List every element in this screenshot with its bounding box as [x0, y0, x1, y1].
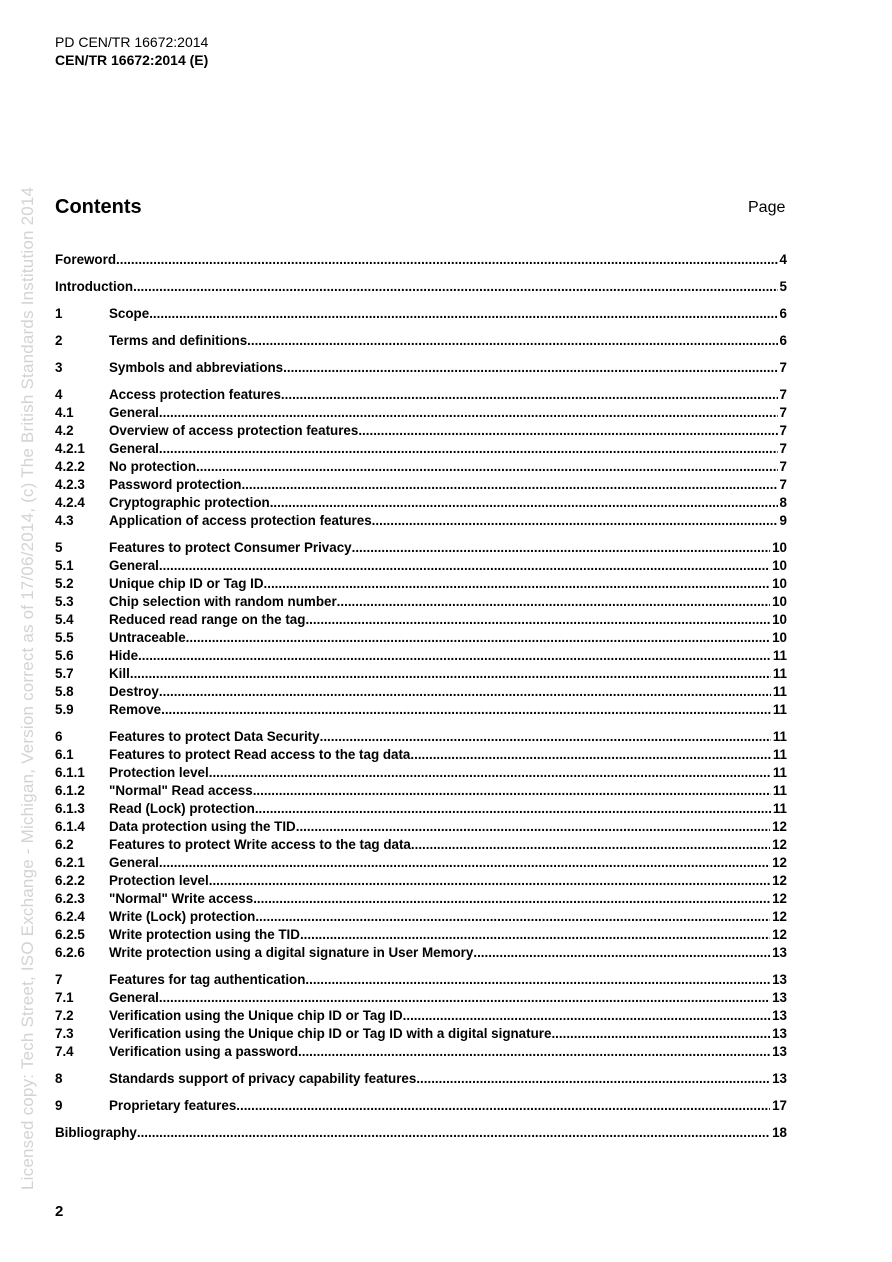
toc-page-number: 11	[772, 648, 787, 663]
toc-section-number: 4.2	[55, 423, 74, 438]
toc-dot-leader	[116, 251, 778, 269]
toc-entry[interactable]	[55, 800, 787, 818]
toc-dot-leader	[411, 836, 770, 854]
toc-page-number: 12	[772, 819, 787, 834]
toc-page-number: 7	[779, 360, 787, 375]
toc-entry[interactable]	[55, 1070, 787, 1088]
toc-section-number: 4.2.2	[55, 459, 85, 474]
toc-section-title: Features for tag authentication	[109, 972, 306, 987]
toc-section-title: No protection	[109, 459, 197, 474]
toc-section-number: 5.8	[55, 684, 74, 699]
toc-section-title: Untraceable	[109, 630, 186, 645]
toc-section-title: Password protection	[109, 477, 242, 492]
toc-section-title: Introduction	[55, 279, 134, 294]
toc-entry[interactable]	[55, 476, 787, 494]
toc-section-number: 5.2	[55, 576, 74, 591]
toc-dot-leader	[159, 404, 778, 422]
toc-page-number: 10	[772, 630, 787, 645]
toc-dot-leader	[403, 1007, 770, 1025]
toc-dot-leader	[352, 539, 770, 557]
toc-section-title: Write protection using the TID	[109, 927, 300, 942]
toc-section-title: Protection level	[109, 765, 209, 780]
toc-section-number: 6.2.3	[55, 891, 85, 906]
toc-section-title: Data protection using the TID	[109, 819, 296, 834]
toc-dot-leader	[209, 872, 770, 890]
toc-section-number: 6.1.2	[55, 783, 85, 798]
toc-section-title: Terms and definitions	[109, 333, 248, 348]
toc-entry[interactable]	[55, 854, 787, 872]
toc-page-number: 7	[779, 423, 787, 438]
toc-section-title: Protection level	[109, 873, 209, 888]
toc-group	[55, 1097, 787, 1115]
toc-page-number: 17	[772, 1098, 787, 1113]
toc-entry[interactable]	[55, 422, 787, 440]
toc-entry[interactable]	[55, 611, 787, 629]
toc-section-title: Verification using the Unique chip ID or Tag ID	[109, 1008, 403, 1023]
toc-section-title: Hide	[109, 648, 139, 663]
toc-group	[55, 386, 787, 530]
toc-page-number: 11	[772, 666, 787, 681]
toc-entry[interactable]	[55, 539, 787, 557]
toc-section-title: Features to protect Data Security	[109, 729, 320, 744]
toc-page-number: 6	[779, 333, 787, 348]
toc-page-number: 18	[772, 1125, 787, 1140]
toc-dot-leader	[300, 926, 770, 944]
toc-entry[interactable]	[55, 665, 787, 683]
toc-entry[interactable]	[55, 278, 787, 296]
toc-dot-leader	[149, 305, 777, 323]
toc-page-number: 10	[772, 594, 787, 609]
toc-page-number: 7	[779, 405, 787, 420]
toc-dot-leader	[410, 746, 770, 764]
toc-entry[interactable]	[55, 458, 787, 476]
toc-entry[interactable]	[55, 1025, 787, 1043]
toc-section-number: 5.6	[55, 648, 74, 663]
toc-entry[interactable]	[55, 926, 787, 944]
page-column-label: Page	[748, 199, 786, 216]
toc-dot-leader	[186, 629, 770, 647]
toc-dot-leader	[320, 728, 771, 746]
contents-heading: Contents	[55, 196, 142, 218]
toc-section-number: 5.4	[55, 612, 74, 627]
toc-entry[interactable]	[55, 683, 787, 701]
toc-section-title: General	[109, 855, 159, 870]
toc-dot-leader	[358, 422, 777, 440]
toc-page-number: 13	[772, 1008, 787, 1023]
toc-section-title: Read (Lock) protection	[109, 801, 255, 816]
toc-section-title: Access protection features	[109, 387, 281, 402]
toc-section-number: 9	[55, 1098, 63, 1113]
toc-group	[55, 1124, 787, 1142]
toc-page-number: 7	[779, 441, 787, 456]
toc-section-number: 7.4	[55, 1044, 74, 1059]
toc-section-title: General	[109, 405, 159, 420]
toc-page-number: 7	[779, 387, 787, 402]
toc-dot-leader	[270, 494, 778, 512]
toc-dot-leader	[209, 764, 771, 782]
toc-dot-leader	[159, 854, 770, 872]
toc-dot-leader	[159, 440, 778, 458]
document-id-english: CEN/TR 16672:2014 (E)	[55, 52, 209, 68]
toc-section-title: Features to protect Consumer Privacy	[109, 540, 352, 555]
toc-section-title: Chip selection with random number	[109, 594, 337, 609]
toc-page-number: 11	[772, 801, 787, 816]
toc-section-number: 5.1	[55, 558, 74, 573]
toc-dot-leader	[298, 1043, 770, 1061]
toc-dot-leader	[372, 512, 778, 530]
toc-section-number: 5	[55, 540, 63, 555]
toc-dot-leader	[159, 683, 771, 701]
toc-section-number: 6.2.6	[55, 945, 85, 960]
toc-section-title: Overview of access protection features	[109, 423, 359, 438]
toc-dot-leader	[241, 476, 777, 494]
toc-entry[interactable]	[55, 494, 787, 512]
toc-page-number: 12	[772, 855, 787, 870]
toc-section-title: Remove	[109, 702, 162, 717]
toc-page-number: 12	[772, 837, 787, 852]
toc-group	[55, 332, 787, 350]
toc-dot-leader	[473, 944, 770, 962]
toc-group	[55, 305, 787, 323]
toc-section-title: General	[109, 990, 159, 1005]
toc-entry[interactable]	[55, 386, 787, 404]
toc-dot-leader	[255, 908, 770, 926]
toc-page-number: 10	[772, 558, 787, 573]
toc-entry[interactable]	[55, 944, 787, 962]
toc-entry[interactable]	[55, 782, 787, 800]
toc-entry[interactable]	[55, 512, 787, 530]
toc-entry[interactable]	[55, 629, 787, 647]
toc-page-number: 12	[772, 909, 787, 924]
toc-entry[interactable]	[55, 557, 787, 575]
toc-dot-leader	[247, 332, 777, 350]
toc-entry[interactable]	[55, 251, 787, 269]
toc-section-number: 4.3	[55, 513, 74, 528]
toc-section-number: 5.7	[55, 666, 74, 681]
toc-dot-leader	[130, 665, 771, 683]
toc-section-title: Application of access protection features	[109, 513, 372, 528]
toc-page-number: 8	[779, 495, 787, 510]
toc-dot-leader	[159, 989, 770, 1007]
toc-section-number: 1	[55, 306, 63, 321]
toc-section-title: Proprietary features	[109, 1098, 237, 1113]
toc-section-title: Features to protect Write access to the tag data	[109, 837, 411, 852]
toc-page-number: 11	[772, 684, 787, 699]
toc-page-number: 13	[772, 1071, 787, 1086]
toc-group	[55, 1070, 787, 1088]
toc-section-number: 7.1	[55, 990, 74, 1005]
toc-entry[interactable]	[55, 746, 787, 764]
toc-entry[interactable]	[55, 989, 787, 1007]
toc-dot-leader	[264, 575, 771, 593]
toc-section-number: 6.2.5	[55, 927, 85, 942]
toc-page-number: 13	[772, 972, 787, 987]
toc-section-title: Verification using a password	[109, 1044, 299, 1059]
toc-page-number: 10	[772, 612, 787, 627]
toc-section-title: Verification using the Unique chip ID or Tag ID with a digital signature	[109, 1026, 552, 1041]
toc-section-number: 6.1	[55, 747, 74, 762]
toc-entry[interactable]	[55, 890, 787, 908]
toc-section-number: 6.1.4	[55, 819, 85, 834]
toc-entry[interactable]	[55, 818, 787, 836]
toc-section-number: 4.2.4	[55, 495, 85, 510]
page-number: 2	[55, 1203, 64, 1220]
toc-entry[interactable]	[55, 1007, 787, 1025]
toc-section-number: 4.2.1	[55, 441, 85, 456]
toc-section-number: 7	[55, 972, 63, 987]
toc-section-number: 6.2	[55, 837, 74, 852]
toc-page-number: 10	[772, 576, 787, 591]
toc-entry[interactable]	[55, 764, 787, 782]
toc-page-number: 12	[772, 873, 787, 888]
toc-dot-leader	[551, 1025, 770, 1043]
toc-section-number: 4	[55, 387, 63, 402]
toc-page-number: 11	[772, 729, 787, 744]
toc-group	[55, 539, 787, 719]
toc-section-number: 2	[55, 333, 63, 348]
toc-section-number: 6	[55, 729, 63, 744]
toc-entry[interactable]	[55, 359, 787, 377]
toc-entry[interactable]	[55, 1097, 787, 1115]
toc-section-number: 6.2.4	[55, 909, 85, 924]
toc-section-number: 6.1.1	[55, 765, 85, 780]
toc-dot-leader	[337, 593, 770, 611]
toc-entry[interactable]	[55, 305, 787, 323]
toc-page-number: 5	[779, 279, 787, 294]
table-of-contents	[55, 251, 787, 1151]
toc-page-number: 7	[779, 459, 787, 474]
toc-section-number: 5.3	[55, 594, 74, 609]
toc-group	[55, 278, 787, 296]
toc-page-number: 13	[772, 945, 787, 960]
toc-section-title: Kill	[109, 666, 130, 681]
toc-dot-leader	[196, 458, 778, 476]
toc-entry[interactable]	[55, 404, 787, 422]
toc-section-number: 8	[55, 1071, 63, 1086]
toc-section-title: Write protection using a digital signature in User Memory	[109, 945, 474, 960]
toc-section-title: "Normal" Write access	[109, 891, 254, 906]
toc-page-number: 7	[779, 477, 787, 492]
toc-section-title: "Normal" Read access	[109, 783, 253, 798]
toc-dot-leader	[161, 701, 771, 719]
toc-section-title: Foreword	[55, 252, 117, 267]
toc-section-number: 5.9	[55, 702, 74, 717]
toc-section-title: General	[109, 441, 159, 456]
toc-page-number: 9	[779, 513, 787, 528]
document-id: PD CEN/TR 16672:2014	[55, 34, 209, 50]
toc-section-title: General	[109, 558, 159, 573]
toc-page-number: 12	[772, 927, 787, 942]
toc-dot-leader	[138, 647, 771, 665]
toc-page-number: 12	[772, 891, 787, 906]
toc-dot-leader	[281, 386, 778, 404]
toc-page-number: 11	[772, 747, 787, 762]
toc-entry[interactable]	[55, 1043, 787, 1061]
toc-page-number: 13	[772, 1044, 787, 1059]
toc-entry[interactable]	[55, 1124, 787, 1142]
toc-dot-leader	[416, 1070, 770, 1088]
toc-page-number: 4	[779, 252, 787, 267]
toc-section-title: Standards support of privacy capability features	[109, 1071, 417, 1086]
toc-section-title: Features to protect Read access to the tag data	[109, 747, 411, 762]
toc-group	[55, 251, 787, 269]
toc-page-number: 11	[772, 702, 787, 717]
toc-dot-leader	[296, 818, 770, 836]
toc-dot-leader	[255, 800, 771, 818]
toc-entry[interactable]	[55, 701, 787, 719]
toc-section-title: Bibliography	[55, 1125, 137, 1140]
toc-section-number: 4.2.3	[55, 477, 85, 492]
toc-section-number: 7.3	[55, 1026, 74, 1041]
toc-dot-leader	[305, 611, 770, 629]
toc-dot-leader	[283, 359, 777, 377]
toc-section-number: 3	[55, 360, 63, 375]
toc-dot-leader	[253, 782, 771, 800]
toc-page-number: 13	[772, 990, 787, 1005]
toc-section-number: 6.1.3	[55, 801, 85, 816]
toc-entry[interactable]	[55, 836, 787, 854]
toc-dot-leader	[253, 890, 770, 908]
toc-dot-leader	[305, 971, 770, 989]
toc-entry[interactable]	[55, 971, 787, 989]
license-watermark: Licensed copy: Tech Street, ISO Exchange - Michigan, Version correct as of 17/06/2014, (c) The British Standards Institution 2014	[18, 186, 37, 1190]
toc-section-number: 5.5	[55, 630, 74, 645]
toc-entry[interactable]	[55, 332, 787, 350]
toc-entry[interactable]	[55, 575, 787, 593]
toc-page-number: 13	[772, 1026, 787, 1041]
toc-entry[interactable]	[55, 908, 787, 926]
toc-page-number: 10	[772, 540, 787, 555]
toc-entry[interactable]	[55, 593, 787, 611]
toc-section-title: Symbols and abbreviations	[109, 360, 284, 375]
toc-dot-leader	[236, 1097, 770, 1115]
toc-dot-leader	[133, 278, 777, 296]
toc-entry[interactable]	[55, 440, 787, 458]
toc-section-number: 7.2	[55, 1008, 74, 1023]
toc-group	[55, 359, 787, 377]
toc-entry[interactable]	[55, 647, 787, 665]
toc-section-number: 4.1	[55, 405, 74, 420]
toc-section-title: Scope	[109, 306, 150, 321]
toc-entry[interactable]	[55, 872, 787, 890]
toc-page-number: 11	[772, 783, 787, 798]
toc-page-number: 11	[772, 765, 787, 780]
toc-section-title: Cryptographic protection	[109, 495, 270, 510]
toc-section-title: Reduced read range on the tag	[109, 612, 306, 627]
toc-section-number: 6.2.2	[55, 873, 85, 888]
toc-page-number: 6	[779, 306, 787, 321]
toc-dot-leader	[159, 557, 770, 575]
toc-section-title: Destroy	[109, 684, 159, 699]
toc-group	[55, 728, 787, 962]
toc-entry[interactable]	[55, 728, 787, 746]
toc-section-number: 6.2.1	[55, 855, 85, 870]
toc-dot-leader	[137, 1124, 770, 1142]
toc-section-title: Write (Lock) protection	[109, 909, 256, 924]
toc-section-title: Unique chip ID or Tag ID	[109, 576, 264, 591]
toc-group	[55, 971, 787, 1061]
